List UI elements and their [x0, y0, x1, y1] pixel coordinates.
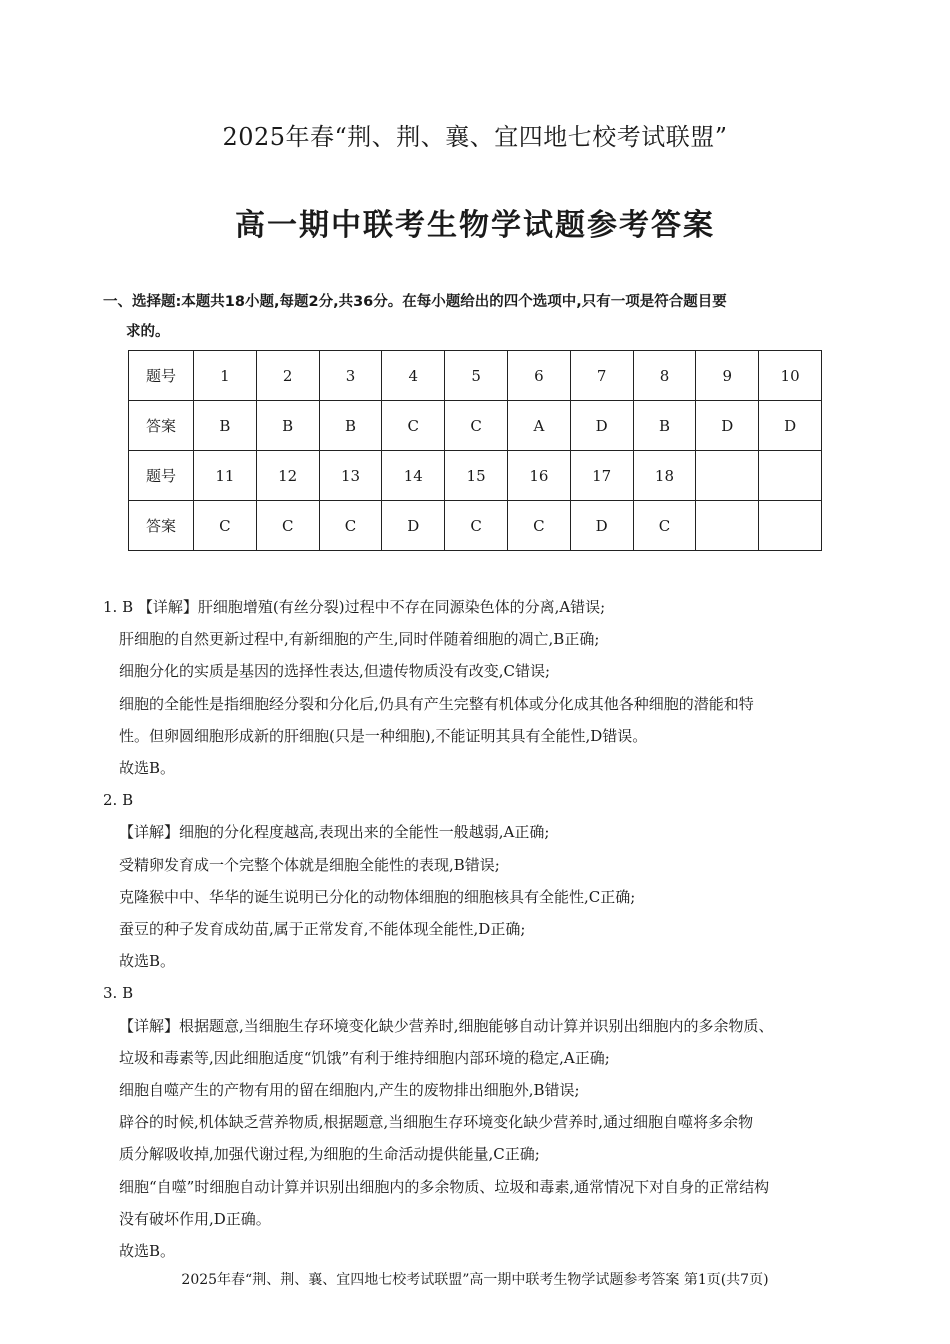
page-footer: 2025年春“荆、荆、襄、宜四地七校考试联盟”高一期中联考生物学试题参考答案 第1页(共7页)	[181, 1272, 769, 1288]
table-cell	[759, 451, 822, 501]
explanation-line: 性。但卵圆细胞形成新的肝细胞(只是一种细胞),不能证明其具有全能性,D错误。	[119, 726, 648, 745]
table-cell: B	[319, 401, 382, 451]
table-cell: 1	[194, 351, 257, 401]
table-cell: D	[759, 401, 822, 451]
table-cell: 8	[633, 351, 696, 401]
table-cell: D	[570, 401, 633, 451]
explanation-line: 蚕豆的种子发育成幼苗,属于正常发育,不能体现全能性,D正确;	[119, 920, 526, 939]
table-cell-label: 题号	[129, 451, 194, 501]
table-cell: 7	[570, 351, 633, 401]
table-row	[129, 451, 822, 501]
table-cell: 17	[570, 451, 633, 501]
explanation-line: 细胞分化的实质是基因的选择性表达,但遗传物质没有改变,C错误;	[119, 662, 551, 681]
table-cell: B	[633, 401, 696, 451]
table-cell: C	[633, 501, 696, 551]
table-cell: B	[194, 401, 257, 451]
table-cell: 6	[507, 351, 570, 401]
table-cell: C	[445, 401, 508, 451]
table-cell: 5	[445, 351, 508, 401]
table-cell: C	[382, 401, 445, 451]
table-cell	[759, 501, 822, 551]
explanation-line: 细胞“自噬”时细胞自动计算并识别出细胞内的多余物质、垃圾和毒素,通常情况下对自身的正常结构	[119, 1177, 770, 1196]
table-cell: B	[256, 401, 319, 451]
explanation-line: 辟谷的时候,机体缺乏营养物质,根据题意,当细胞生存环境变化缺少营养时,通过细胞自噬将多余物	[119, 1113, 754, 1132]
table-cell: C	[194, 501, 257, 551]
explanation-line: 细胞自噬产生的产物有用的留在细胞内,产生的废物排出细胞外,B错误;	[119, 1081, 580, 1100]
table-cell: D	[382, 501, 445, 551]
section-heading-line2: 求的。	[126, 324, 170, 340]
table-cell: C	[256, 501, 319, 551]
explanations	[103, 591, 863, 1267]
explanation-line: 细胞的全能性是指细胞经分裂和分化后,仍具有产生完整有机体或分化成其他各种细胞的潜能和特	[119, 694, 754, 713]
table-row	[129, 501, 822, 551]
explanation-line: 【详解】细胞的分化程度越高,表现出来的全能性一般越弱,A正确;	[119, 823, 550, 842]
explanation-line: 故选B。	[119, 952, 176, 971]
explanation-line: 肝细胞的自然更新过程中,有新细胞的产生,同时伴随着细胞的凋亡,B正确;	[119, 630, 600, 649]
table-cell: 12	[256, 451, 319, 501]
explanation-line: 2. B	[103, 791, 134, 810]
table-cell: 13	[319, 451, 382, 501]
table-cell-label: 答案	[129, 401, 194, 451]
table-cell: 16	[507, 451, 570, 501]
explanation-line: 故选B。	[119, 759, 176, 778]
table-row	[129, 351, 822, 401]
table-cell: D	[570, 501, 633, 551]
table-cell	[696, 451, 759, 501]
explanation-line: 质分解吸收掉,加强代谢过程,为细胞的生命活动提供能量,C正确;	[119, 1145, 540, 1164]
explanation-line: 1. B 【详解】肝细胞增殖(有丝分裂)过程中不存在同源染色体的分离,A错误;	[103, 598, 606, 616]
answer-key-title: 高一期中联考生物学试题参考答案	[235, 208, 715, 243]
answer-table	[128, 350, 822, 551]
table-cell: C	[507, 501, 570, 551]
table-cell: D	[696, 401, 759, 451]
explanation-line: 没有破坏作用,D正确。	[119, 1209, 271, 1228]
table-cell: 15	[445, 451, 508, 501]
table-cell: 9	[696, 351, 759, 401]
table-row	[129, 401, 822, 451]
table-cell: A	[507, 401, 570, 451]
table-cell: 18	[633, 451, 696, 501]
table-cell-label: 题号	[129, 351, 194, 401]
explanation-line: 故选B。	[119, 1242, 176, 1261]
table-cell: 3	[319, 351, 382, 401]
explanation-line: 3. B	[103, 984, 134, 1003]
explanation-line: 受精卵发育成一个完整个体就是细胞全能性的表现,B错误;	[119, 855, 500, 874]
section-heading	[103, 287, 855, 347]
table-cell: C	[319, 501, 382, 551]
table-cell: 10	[759, 351, 822, 401]
table-cell: C	[445, 501, 508, 551]
explanation-line: 【详解】根据题意,当细胞生存环境变化缺少营养时,细胞能够自动计算并识别出细胞内的多余物质、	[119, 1016, 774, 1035]
explanation-line: 垃圾和毒素等,因此细胞适度“饥饿”有利于维持细胞内部环境的稳定,A正确;	[119, 1048, 610, 1067]
exam-alliance-title: 2025年春“荆、荆、襄、宜四地七校考试联盟”	[222, 123, 728, 151]
table-cell	[696, 501, 759, 551]
table-cell: 2	[256, 351, 319, 401]
explanation-line: 克隆猴中中、华华的诞生说明已分化的动物体细胞的细胞核具有全能性,C正确;	[119, 887, 636, 906]
table-cell-label: 答案	[129, 501, 194, 551]
section-heading-line1: 一、选择题:本题共18小题,每题2分,共36分。在每小题给出的四个选项中,只有一项是符合题目要	[103, 294, 727, 310]
table-cell: 11	[194, 451, 257, 501]
table-cell: 4	[382, 351, 445, 401]
table-cell: 14	[382, 451, 445, 501]
